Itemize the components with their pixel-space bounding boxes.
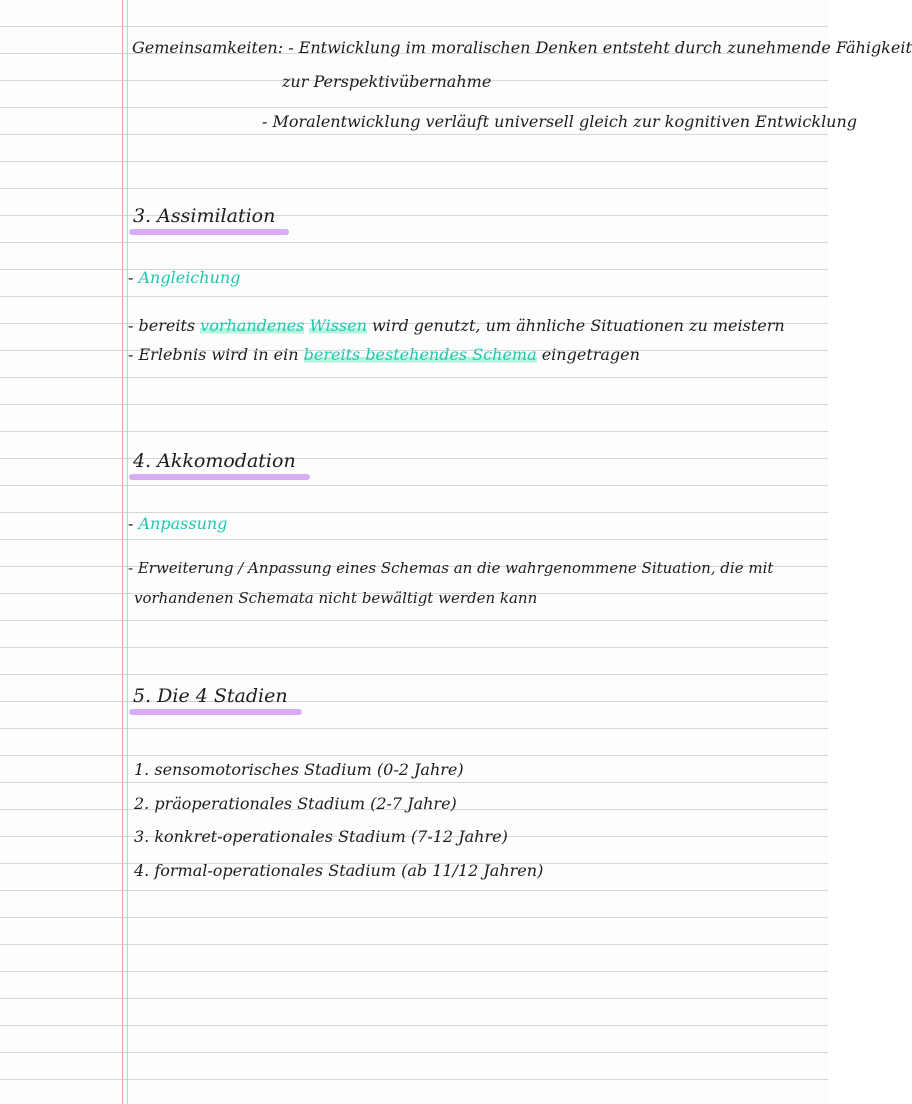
margin-line: [122, 0, 123, 1104]
stadium-item-3: 3. konkret-operationales Stadium (7-12 Jahre): [134, 827, 508, 846]
assimilation-item-3-pre: - Erlebnis wird in ein: [128, 345, 304, 364]
akkomodation-item-2b: vorhandenen Schemata nicht bewältigt werden kann: [134, 589, 538, 607]
anpassung-term: Anpassung: [138, 514, 228, 533]
highlight-vorhandenes: vorhandenes: [200, 316, 305, 335]
gemeinsamkeiten-label: Gemeinsamkeiten:: [132, 38, 284, 57]
margin-line-inner: [127, 0, 128, 1104]
stadium-item-2: 2. präoperationales Stadium (2-7 Jahre): [134, 794, 457, 813]
gemeinsamkeiten-line-1b: zur Perspektivübernahme: [282, 72, 492, 91]
akkomodation-item-1: - Anpassung: [128, 514, 228, 533]
heading-assimilation: 3. Assimilation: [131, 204, 289, 230]
assimilation-item-3: [128, 345, 640, 365]
stadium-item-1: 1. sensomotorisches Stadium (0-2 Jahre): [134, 760, 464, 779]
assimilation-item-3-post: eingetragen: [536, 345, 640, 364]
assimilation-item-2-pre: - bereits: [128, 316, 201, 335]
heading-akkomodation: 4. Akkomodation: [131, 449, 310, 475]
assimilation-item-2-post: wird genutzt, um ähnliche Situationen zu meistern: [366, 316, 785, 335]
stadium-item-4: 4. formal-operationales Stadium (ab 11/12 Jahren): [134, 861, 544, 880]
akkomodation-item-2: - Erweiterung / Anpassung eines Schemas an die wahrgenommene Situation, die mit: [128, 559, 774, 577]
gemeinsamkeiten-text-1: - Entwicklung im moralischen Denken entsteht durch zunehmende Fähigkeit: [288, 38, 912, 57]
assimilation-item-2: [128, 316, 785, 336]
highlight-bestehendes-schema: bereits bestehendes Schema: [303, 345, 537, 364]
angleichung-term: Angleichung: [138, 268, 241, 287]
gemeinsamkeiten-line-2: - Moralentwicklung verläuft universell gleich zur kognitiven Entwicklung: [262, 112, 858, 131]
gemeinsamkeiten-line-1: [132, 38, 912, 58]
heading-stadien: 5. Die 4 Stadien: [131, 684, 302, 710]
assimilation-item-1: - Angleichung: [128, 268, 241, 287]
highlight-wissen: Wissen: [309, 316, 367, 335]
